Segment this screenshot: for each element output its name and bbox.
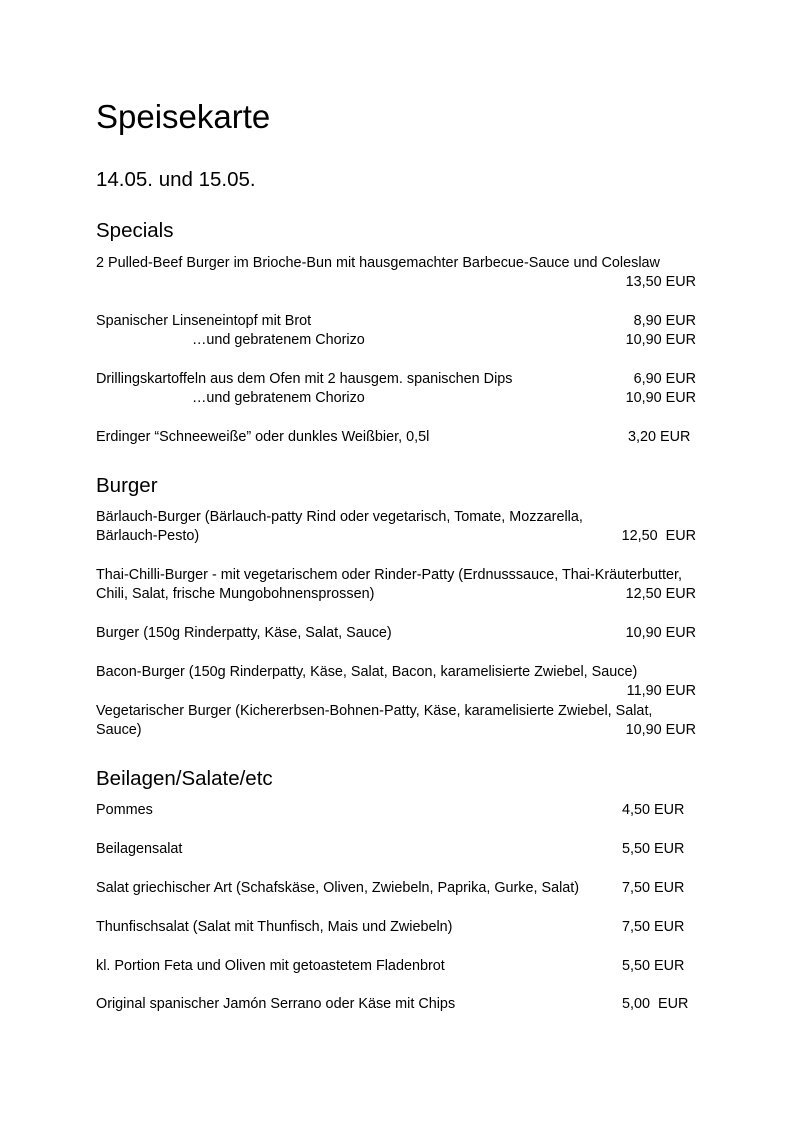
sides-item-4-name: Thunfischsalat (Salat mit Thunfisch, Mais und Zwiebeln) bbox=[96, 919, 453, 935]
page-title: Speisekarte bbox=[96, 98, 271, 135]
specials-item-2-addon-price: 10,90 EUR bbox=[625, 332, 696, 348]
specials-item-2-price: 8,90 EUR bbox=[633, 313, 696, 329]
specials-item-2-addon: …und gebratenem Chorizo bbox=[192, 332, 365, 348]
specials-item-2-name: Spanischer Linseneintopf mit Brot bbox=[96, 313, 312, 329]
burger-item-1-description-line-2: Bärlauch-Pesto) bbox=[96, 528, 200, 544]
specials-item-3-addon: …und gebratenem Chorizo bbox=[192, 390, 365, 406]
sides-item-1-price: 4,50 EUR bbox=[622, 802, 685, 818]
sides-item-2-price: 5,50 EUR bbox=[622, 841, 685, 857]
burger-item-2-description-line-1: Thai-Chilli-Burger - mit vegetarischem oder Rinder-Patty (Erdnusssauce, Thai-Kräuterbutter, bbox=[96, 567, 682, 583]
burger-item-5-price: 10,90 EUR bbox=[625, 722, 696, 738]
specials-item-1-description: 2 Pulled-Beef Burger im Brioche-Bun mit hausgemachter Barbecue-Sauce und Coleslaw bbox=[96, 255, 660, 271]
sides-item-3-price: 7,50 EUR bbox=[622, 880, 685, 896]
burger-item-1-description-line-1: Bärlauch-Burger (Bärlauch-patty Rind oder vegetarisch, Tomate, Mozzarella, bbox=[96, 509, 583, 525]
burger-item-3-price: 10,90 EUR bbox=[625, 625, 696, 641]
specials-item-4-price: 3,20 EUR bbox=[628, 429, 691, 445]
burger-item-4-description: Bacon-Burger (150g Rinderpatty, Käse, Salat, Bacon, karamelisierte Zwiebel, Sauce) bbox=[96, 664, 638, 680]
specials-item-3-addon-price: 10,90 EUR bbox=[625, 390, 696, 406]
sides-item-6-name: Original spanischer Jamón Serrano oder Käse mit Chips bbox=[96, 996, 456, 1012]
section-heading-specials: Specials bbox=[96, 219, 174, 242]
sides-item-1-name: Pommes bbox=[96, 802, 153, 818]
sides-item-3-name: Salat griechischer Art (Schafskäse, Oliven, Zwiebeln, Paprika, Gurke, Salat) bbox=[96, 880, 580, 896]
specials-item-3-price: 6,90 EUR bbox=[633, 371, 696, 387]
sides-item-2-name: Beilagensalat bbox=[96, 841, 183, 857]
sides-item-5-name: kl. Portion Feta und Oliven mit getoastetem Fladenbrot bbox=[96, 958, 445, 974]
sides-item-6-price: 5,00 EUR bbox=[622, 996, 689, 1012]
burger-item-5-description-line-2: Sauce) bbox=[96, 722, 142, 738]
specials-item-4-name: Erdinger “Schneeweiße” oder dunkles Weißbier, 0,5l bbox=[96, 429, 430, 445]
burger-item-3-name: Burger (150g Rinderpatty, Käse, Salat, Sauce) bbox=[96, 625, 392, 641]
sides-item-5-price: 5,50 EUR bbox=[622, 958, 685, 974]
burger-item-1-price: 12,50 EUR bbox=[621, 528, 696, 544]
burger-item-2-price: 12,50 EUR bbox=[625, 586, 696, 602]
date-line: 14.05. und 15.05. bbox=[96, 168, 256, 191]
section-heading-sides: Beilagen/Salate/etc bbox=[96, 767, 273, 790]
specials-item-1-price: 13,50 EUR bbox=[625, 274, 696, 290]
burger-item-2-description-line-2: Chili, Salat, frische Mungobohnensprossen) bbox=[96, 586, 375, 602]
burger-item-4-price: 11,90 EUR bbox=[626, 683, 696, 699]
burger-item-5-description-line-1: Vegetarischer Burger (Kichererbsen-Bohnen-Patty, Käse, karamelisierte Zwiebel, Salat, bbox=[96, 703, 653, 719]
section-heading-burger: Burger bbox=[96, 474, 158, 497]
specials-item-3-name: Drillingskartoffeln aus dem Ofen mit 2 hausgem. spanischen Dips bbox=[96, 371, 513, 387]
sides-item-4-price: 7,50 EUR bbox=[622, 919, 685, 935]
